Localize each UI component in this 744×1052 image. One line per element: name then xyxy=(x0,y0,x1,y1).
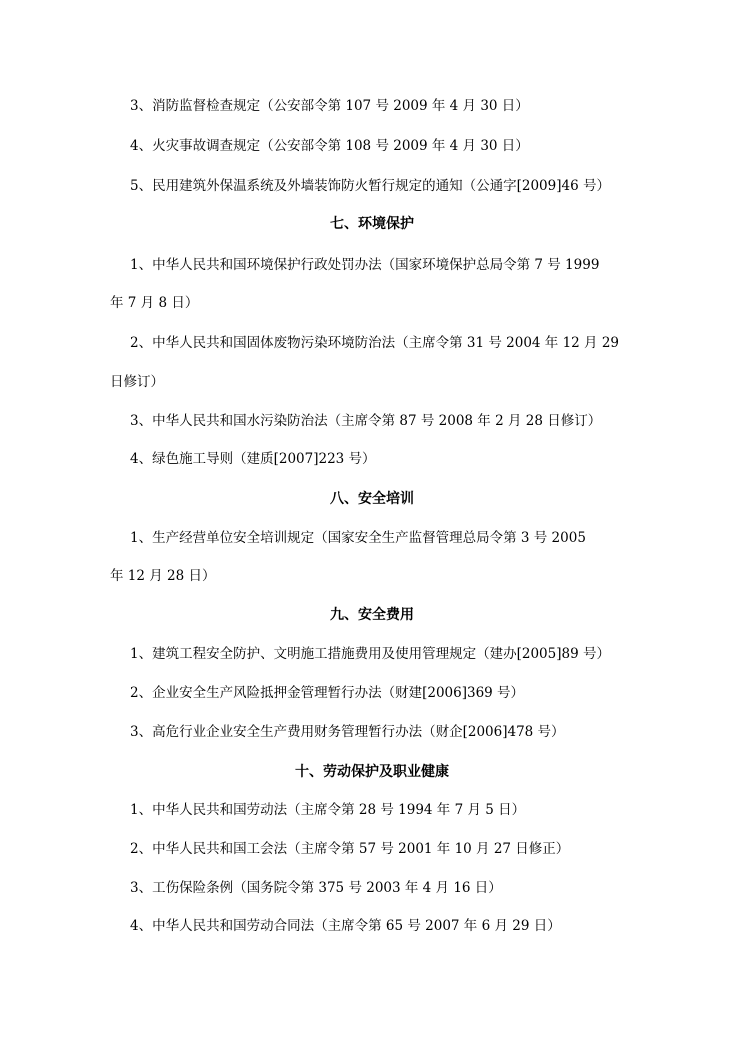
environment-item-2-line-1: 2、中华人民共和国固体废物污染环境防治法（主席令第 31 号 2004 年 12 月 29 xyxy=(130,335,620,351)
training-item-1-line-2: 年 12 月 28 日） xyxy=(110,568,216,584)
labor-item-1: 1、中华人民共和国劳动法（主席令第 28 号 1994 年 7 月 5 日） xyxy=(130,802,526,818)
training-item-1-line-1: 1、生产经营单位安全培训规定（国家安全生产监督管理总局令第 3 号 2005 xyxy=(130,530,586,546)
environment-item-4: 4、绿色施工导则（建质[2007]223 号） xyxy=(130,451,376,467)
fire-item-5: 5、民用建筑外保温系统及外墙装饰防火暂行规定的通知（公通字[2009]46 号） xyxy=(130,178,610,194)
environment-item-3: 3、中华人民共和国水污染防治法（主席令第 87 号 2008 年 2 月 28 日修订） xyxy=(130,413,602,429)
section-heading-labor: 十、劳动保护及职业健康 xyxy=(295,764,449,780)
fire-item-3: 3、消防监督检查规定（公安部令第 107 号 2009 年 4 月 30 日） xyxy=(130,98,529,114)
costs-item-3: 3、高危行业企业安全生产费用财务管理暂行办法（财企[2006]478 号） xyxy=(130,724,565,740)
environment-item-1-line-1: 1、中华人民共和国环境保护行政处罚办法（国家环境保护总局令第 7 号 1999 xyxy=(130,257,600,273)
section-heading-training: 八、安全培训 xyxy=(330,491,414,507)
fire-item-4: 4、火灾事故调查规定（公安部令第 108 号 2009 年 4 月 30 日） xyxy=(130,138,529,154)
environment-item-2-line-2: 日修订） xyxy=(110,374,164,390)
section-heading-environment: 七、环境保护 xyxy=(330,216,414,232)
labor-item-2: 2、中华人民共和国工会法（主席令第 57 号 2001 年 10 月 27 日修正） xyxy=(130,841,570,857)
labor-item-3: 3、工伤保险条例（国务院令第 375 号 2003 年 4 月 16 日） xyxy=(130,880,502,896)
costs-item-2: 2、企业安全生产风险抵押金管理暂行办法（财建[2006]369 号） xyxy=(130,685,525,701)
costs-item-1: 1、建筑工程安全防护、文明施工措施费用及使用管理规定（建办[2005]89 号） xyxy=(130,646,610,662)
labor-item-4: 4、中华人民共和国劳动合同法（主席令第 65 号 2007 年 6 月 29 日） xyxy=(130,918,561,934)
environment-item-1-line-2: 年 7 月 8 日） xyxy=(110,295,199,311)
section-heading-costs: 九、安全费用 xyxy=(330,607,414,623)
